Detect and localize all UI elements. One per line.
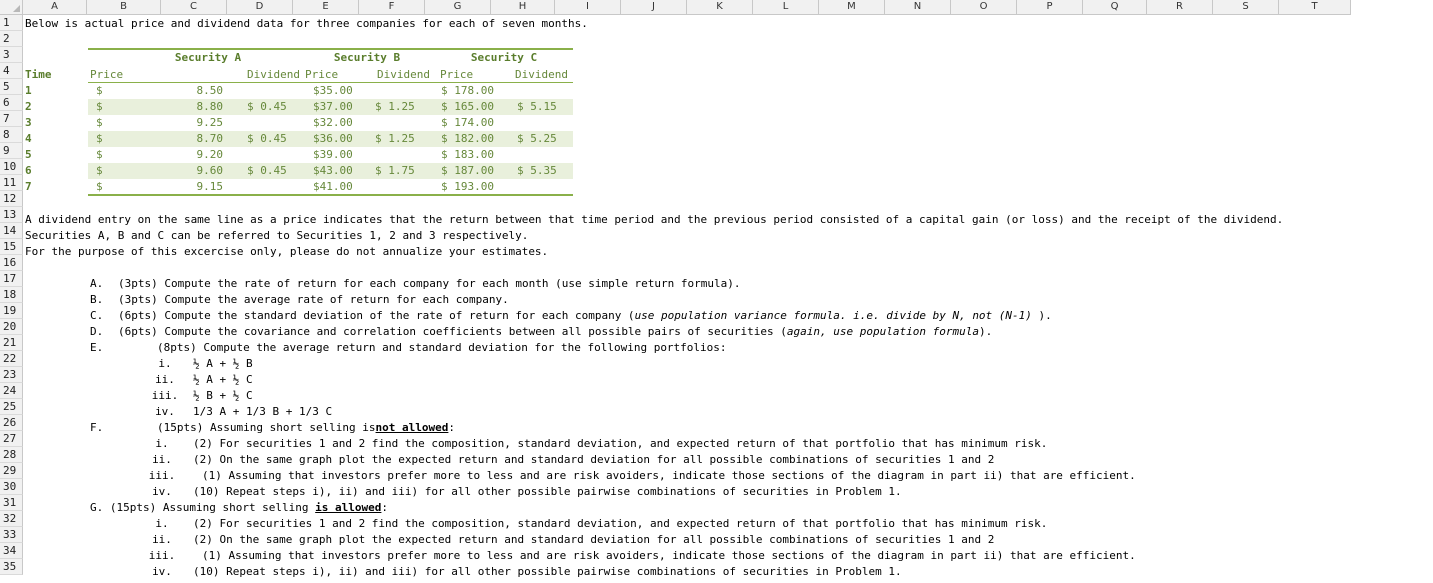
task-e-item-text[interactable]: 1/3 A + 1/3 B + 1/3 C (193, 405, 333, 418)
column-header-i[interactable]: I (555, 0, 621, 15)
row-header-32[interactable]: 32 (0, 511, 23, 527)
task-d-italic: again, use population formula (786, 325, 979, 338)
column-header-o[interactable]: O (951, 0, 1017, 15)
row-header-8[interactable]: 8 (0, 127, 23, 143)
task-g-text[interactable] (90, 500, 388, 516)
security-a-heading[interactable]: Security A (174, 51, 242, 64)
price-a-header[interactable]: Price (90, 68, 124, 81)
task-f-item-text[interactable]: (1) Assuming that investors prefer more to less and are risk avoiders, indicate those sections of the diagram in part ii) that are efficient. (202, 469, 1136, 482)
cell-b-price[interactable]: $36.00 (313, 132, 353, 145)
cell-a-price[interactable]: 8.50 (196, 84, 223, 97)
cell-a-dividend[interactable]: $ 0.45 (247, 100, 287, 113)
task-g-item-number: i. (155, 517, 169, 530)
row-header-2[interactable]: 2 (0, 31, 23, 47)
task-b-label: B. (90, 293, 104, 306)
task-g-item-number: iv. (152, 565, 172, 578)
column-header-d[interactable]: D (227, 0, 293, 15)
row-header-22[interactable]: 22 (0, 351, 23, 367)
cell-c-price[interactable]: $ 165.00 (441, 100, 494, 113)
task-f-item-number: iii. (148, 469, 176, 482)
note-dividend[interactable]: A dividend entry on the same line as a price indicates that the return between that time period and the previous period consisted of a capital gain (or loss) and the receipt of the dividend. (25, 213, 1284, 226)
cell-c-price[interactable]: $ 174.00 (441, 116, 494, 129)
task-b-text[interactable]: (3pts) Compute the average rate of return for each company. (118, 293, 509, 306)
cell-a-currency[interactable]: $ (96, 84, 103, 97)
cell-time[interactable]: 5 (25, 148, 32, 161)
task-f-item-number: i. (155, 437, 169, 450)
cell-a-price[interactable]: 9.20 (196, 148, 223, 161)
select-all-corner[interactable] (0, 0, 23, 15)
cell-c-price[interactable]: $ 183.00 (441, 148, 494, 161)
column-header-h[interactable]: H (491, 0, 555, 15)
task-g-bold: is allowed (315, 501, 382, 514)
cell-a-currency[interactable]: $ (96, 100, 103, 113)
row-header-24[interactable]: 24 (0, 383, 23, 399)
price-c-header[interactable]: Price (440, 68, 474, 81)
cell-a-price[interactable]: 9.15 (196, 180, 223, 193)
task-c-main: (6pts) Compute the standard deviation of the rate of return for each company ( (118, 309, 635, 322)
row-header-10[interactable]: 10 (0, 159, 23, 175)
task-e-item-text[interactable]: ½ B + ½ C (193, 389, 253, 402)
task-g-item-number: iii. (148, 549, 176, 562)
task-g-main: G. (15pts) Assuming short selling (90, 501, 309, 514)
security-b-heading[interactable]: Security B (333, 51, 401, 64)
cell-a-price[interactable]: 8.70 (196, 132, 223, 145)
note-annualize[interactable]: For the purpose of this excercise only, please do not annualize your estimates. (25, 245, 549, 258)
column-header-q[interactable]: Q (1083, 0, 1147, 15)
time-header[interactable]: Time (25, 68, 52, 81)
task-f-item-text[interactable]: (2) On the same graph plot the expected return and standard deviation for all possible combinations of securities 1 and 2 (193, 453, 995, 466)
cell-b-dividend[interactable]: $ 1.25 (375, 100, 415, 113)
dividend-a-header[interactable]: Dividend (247, 68, 300, 81)
column-header-r[interactable]: R (1147, 0, 1213, 15)
row-header-9[interactable]: 9 (0, 143, 23, 159)
dividend-b-header[interactable]: Dividend (377, 68, 430, 81)
row-header-21[interactable]: 21 (0, 335, 23, 351)
row-header-15[interactable]: 15 (0, 239, 23, 255)
row-header-13[interactable]: 13 (0, 207, 23, 223)
row-header-1[interactable]: 1 (0, 15, 23, 31)
cell-b-price[interactable]: $32.00 (313, 116, 353, 129)
task-d-label: D. (90, 325, 104, 338)
row-header-6[interactable]: 6 (0, 95, 23, 111)
column-header-e[interactable]: E (293, 0, 359, 15)
cell-a-price[interactable]: 8.80 (196, 100, 223, 113)
task-g-item-text[interactable]: (2) For securities 1 and 2 find the composition, standard deviation, and expected return of that portfolio that has minimum risk. (193, 517, 1048, 530)
cell-c-price[interactable]: $ 178.00 (441, 84, 494, 97)
cell-b-price[interactable]: $37.00 (313, 100, 353, 113)
column-header-m[interactable]: M (819, 0, 885, 15)
cell-a-currency[interactable]: $ (96, 164, 103, 177)
task-c-italic: use population variance formula. i.e. divide by N, not (N-1) (634, 309, 1032, 322)
row-header-11[interactable]: 11 (0, 175, 23, 191)
row-header-34[interactable]: 34 (0, 543, 23, 559)
column-header-l[interactable]: L (753, 0, 819, 15)
task-e-item-number: i. (158, 357, 172, 370)
column-header-s[interactable]: S (1213, 0, 1279, 15)
task-g-item-text[interactable]: (2) On the same graph plot the expected return and standard deviation for all possible combinations of securities 1 and 2 (193, 533, 995, 546)
cell-a-dividend[interactable]: $ 0.45 (247, 164, 287, 177)
task-c-text[interactable] (118, 308, 1052, 324)
cell-a-currency[interactable]: $ (96, 132, 103, 145)
cell-b-price[interactable]: $43.00 (313, 164, 353, 177)
cell-b-price[interactable]: $39.00 (313, 148, 353, 161)
task-d-main: (6pts) Compute the covariance and correlation coefficients between all possible pairs of securities ( (118, 325, 787, 338)
task-f-item-text[interactable]: (2) For securities 1 and 2 find the composition, standard deviation, and expected return of that portfolio that has minimum risk. (193, 437, 1048, 450)
task-e-item-number: ii. (155, 373, 175, 386)
row-header-5[interactable]: 5 (0, 79, 23, 95)
task-g-item-text[interactable]: (1) Assuming that investors prefer more to less and are risk avoiders, indicate those sections of the diagram in part ii) that are efficient. (202, 549, 1136, 562)
row-header-31[interactable]: 31 (0, 495, 23, 511)
column-header-p[interactable]: P (1017, 0, 1083, 15)
column-header-a[interactable]: A (23, 0, 87, 15)
cell-c-dividend[interactable]: $ 5.15 (517, 100, 557, 113)
cell-a-currency[interactable]: $ (96, 148, 103, 161)
cell-time[interactable]: 6 (25, 164, 32, 177)
cell-a-currency[interactable]: $ (96, 180, 103, 193)
security-c-heading[interactable]: Security C (470, 51, 538, 64)
row-header-16[interactable]: 16 (0, 255, 23, 271)
cell-a-currency[interactable]: $ (96, 116, 103, 129)
cell-c-price[interactable]: $ 182.00 (441, 132, 494, 145)
column-header-n[interactable]: N (885, 0, 951, 15)
task-d-text[interactable] (118, 324, 992, 340)
row-header-26[interactable]: 26 (0, 415, 23, 431)
row-header-30[interactable]: 30 (0, 479, 23, 495)
row-header-33[interactable]: 33 (0, 527, 23, 543)
task-a-text[interactable]: (3pts) Compute the rate of return for each company for each month (use simple return formula). (118, 277, 741, 290)
cell-intro[interactable]: Below is actual price and dividend data for three companies for each of seven months. (25, 17, 588, 30)
column-header-g[interactable]: G (425, 0, 491, 15)
dividend-c-header[interactable]: Dividend (515, 68, 568, 81)
column-header-b[interactable]: B (87, 0, 161, 15)
column-header-k[interactable]: K (687, 0, 753, 15)
task-a-label: A. (90, 277, 104, 290)
task-e-item-text[interactable]: ½ A + ½ C (193, 373, 253, 386)
task-e-label: E. (90, 341, 104, 354)
task-e-item-number: iii. (151, 389, 179, 402)
cell-a-dividend[interactable]: $ 0.45 (247, 132, 287, 145)
task-g-item-text[interactable]: (10) Repeat steps i), ii) and iii) for all other possible pairwise combinations of securities in Problem 1. (193, 565, 902, 578)
column-header-c[interactable]: C (161, 0, 227, 15)
task-e-item-number: iv. (155, 405, 175, 418)
task-f-item-number: iv. (152, 485, 172, 498)
cell-time[interactable]: 4 (25, 132, 32, 145)
task-f-main: (15pts) Assuming short selling is (157, 421, 376, 434)
task-f-item-number: ii. (152, 453, 172, 466)
task-d-end: ). (978, 325, 993, 338)
cell-a-price[interactable]: 9.60 (196, 164, 223, 177)
row-header-14[interactable]: 14 (0, 223, 23, 239)
cell-time[interactable]: 3 (25, 116, 32, 129)
cell-c-dividend[interactable]: $ 5.35 (517, 164, 557, 177)
task-c-end: ). (1031, 309, 1052, 322)
task-f-bold: not allowed (375, 421, 449, 434)
task-c-label: C. (90, 309, 104, 322)
note-securities[interactable]: Securities A, B and C can be referred to Securities 1, 2 and 3 respectively. (25, 229, 529, 242)
row-header-18[interactable]: 18 (0, 287, 23, 303)
cell-b-price[interactable]: $41.00 (313, 180, 353, 193)
task-e-item-text[interactable]: ½ A + ½ B (193, 357, 253, 370)
task-g-item-number: ii. (152, 533, 172, 546)
cell-b-price[interactable]: $35.00 (313, 84, 353, 97)
row-header-20[interactable]: 20 (0, 319, 23, 335)
task-f-text[interactable] (157, 420, 455, 436)
column-header-j[interactable]: J (621, 0, 687, 15)
row-header-7[interactable]: 7 (0, 111, 23, 127)
row-header-29[interactable]: 29 (0, 463, 23, 479)
row-header-25[interactable]: 25 (0, 399, 23, 415)
cell-b-dividend[interactable]: $ 1.75 (375, 164, 415, 177)
price-b-header[interactable]: Price (305, 68, 339, 81)
cell-time[interactable]: 1 (25, 84, 32, 97)
row-header-3[interactable]: 3 (0, 47, 23, 63)
row-header-12[interactable]: 12 (0, 191, 23, 207)
cell-time[interactable]: 2 (25, 100, 32, 113)
cell-c-price[interactable]: $ 187.00 (441, 164, 494, 177)
row-header-19[interactable]: 19 (0, 303, 23, 319)
task-f-label: F. (90, 421, 104, 434)
cell-b-dividend[interactable]: $ 1.25 (375, 132, 415, 145)
task-g-end: : (381, 501, 389, 514)
column-header-f[interactable]: F (359, 0, 425, 15)
cell-a-price[interactable]: 9.25 (196, 116, 223, 129)
task-f-end: : (448, 421, 456, 434)
cell-time[interactable]: 7 (25, 180, 32, 193)
row-header-27[interactable]: 27 (0, 431, 23, 447)
cell-c-price[interactable]: $ 193.00 (441, 180, 494, 193)
row-header-17[interactable]: 17 (0, 271, 23, 287)
row-header-23[interactable]: 23 (0, 367, 23, 383)
task-e-text[interactable]: (8pts) Compute the average return and standard deviation for the following portfolios: (157, 341, 727, 354)
row-header-35[interactable]: 35 (0, 559, 23, 575)
task-f-item-text[interactable]: (10) Repeat steps i), ii) and iii) for all other possible pairwise combinations of securities in Problem 1. (193, 485, 902, 498)
row-header-28[interactable]: 28 (0, 447, 23, 463)
cell-c-dividend[interactable]: $ 5.25 (517, 132, 557, 145)
column-header-t[interactable]: T (1279, 0, 1351, 15)
row-header-4[interactable]: 4 (0, 63, 23, 79)
